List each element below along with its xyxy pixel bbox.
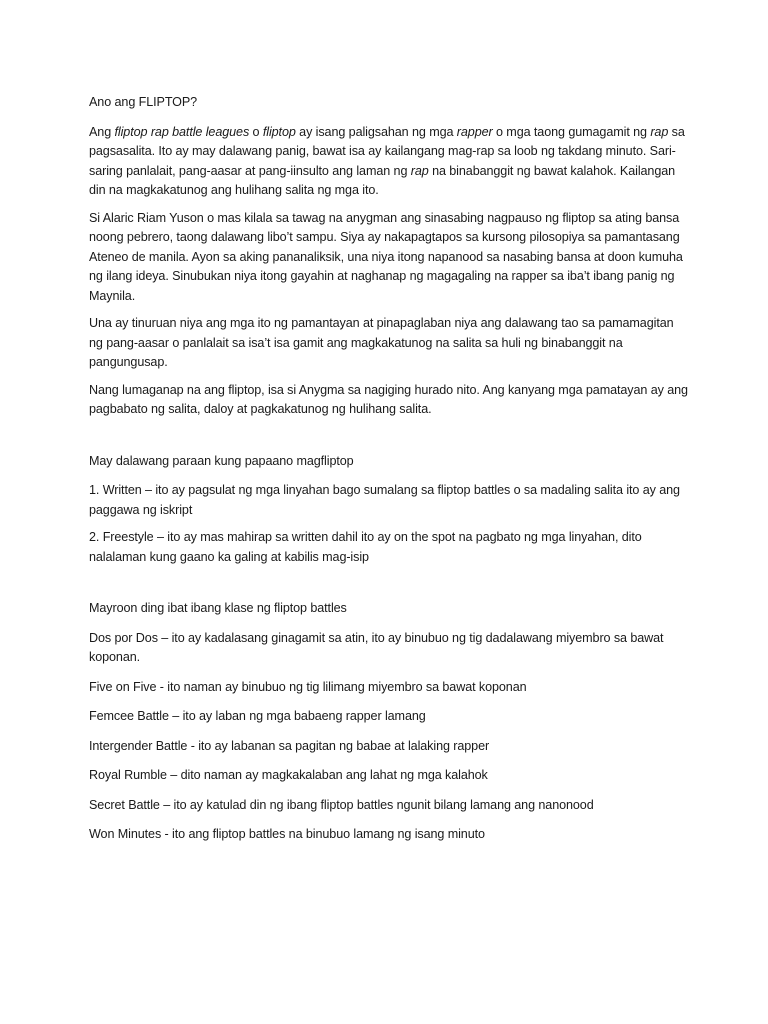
italic-run: rap [410, 163, 429, 178]
italic-run: fliptop rap battle leagues [114, 124, 250, 139]
paragraph-judging: Nang lumaganap na ang fliptop, isa si Anygma sa nagiging hurado nito. Ang kanyang mga pamatayan ay ang pagbabato ng salita, daloy at pagkakatunog ng hulihang salita. [89, 382, 688, 416]
list-item-method-freestyle: 2. Freestyle – ito ay mas mahirap sa written dahil ito ay on the spot na pagbato ng mga linyahan, dito nalalaman kung gaano ka galing at kabilis mag-isip [89, 530, 642, 564]
text-run: o [249, 124, 263, 139]
heading-battle-types: Mayroon ding ibat ibang klase ng fliptop battles [89, 601, 347, 615]
text-run: o mga taong gumagamit ng [492, 124, 651, 139]
list-item-five-on-five: Five on Five - ito naman ay binubuo ng tig lilimang miyembro sa bawat koponan [89, 679, 527, 694]
list-item-femcee-battle: Femcee Battle – ito ay laban ng mga babaeng rapper lamang [89, 709, 426, 723]
text-run: ay isang paligsahan ng mga [295, 124, 457, 139]
list-item-dos-por-dos: Dos por Dos – ito ay kadalasang ginagamit sa atin, ito ay binubuo ng tig dadalawang miyembro sa bawat koponan. [89, 630, 664, 664]
list-item-intergender-battle: Intergender Battle - ito ay labanan sa pagitan ng babae at lalaking rapper [89, 738, 490, 753]
paragraph-rules: Una ay tinuruan niya ang mga ito ng pamantayan at pinapaglaban niya ang dalawang tao sa pamamagitan ng pang-aasar o panlalait sa isa’t isa gamit ang magkakatunog na salita sa huli ng binabanggit na pangungusap. [89, 316, 674, 369]
paragraph-definition [89, 123, 689, 201]
document-page [89, 93, 689, 855]
heading-methods: May dalawang paraan kung papaano magfliptop [89, 453, 354, 468]
list-item-won-minutes: Won Minutes - ito ang fliptop battles na binubuo lamang ng isang minuto [89, 827, 485, 841]
text-run: Ang [89, 124, 115, 139]
text-run: na binabanggit ng bawat kalahok. Kailangan din na magkakatunog ang hulihang salita ng mga ito. [89, 163, 676, 197]
list-item-method-written: 1. Written – ito ay pagsulat ng mga linyahan bago sumalang sa fliptop battles o sa madaling salita ito ay ang paggawa ng iskript [89, 483, 680, 517]
italic-run: rap [650, 124, 669, 139]
italic-run: fliptop [262, 124, 296, 139]
text-run: sa pagsasalita. Ito ay may dalawang panig, bawat isa ay kailangang mag-rap sa loob ng takdang minuto. Sari-saring panlalait, pang-aasar at pang-iinsulto ang laman ng [89, 124, 685, 178]
heading-ano-ang-fliptop: Ano ang FLIPTOP? [89, 95, 198, 109]
list-item-secret-battle: Secret Battle – ito ay katulad din ng ibang fliptop battles ngunit bilang lamang ang nanonood [89, 797, 594, 812]
paragraph-history: Si Alaric Riam Yuson o mas kilala sa tawag na anygman ang sinasabing nagpauso ng fliptop sa ating bansa noong pebrero, taong dalawang libo’t sampu. Siya ay nakapagtapos sa kursong pilosopiya sa pamantasang Ateneo de manila. Ayon sa aking pananaliksik, una niya itong napanood sa nasabing bansa at doon kumuha ng ilang ideya. Sinubukan niya itong gayahin at naghanap ng magagaling na rapper sa iba’t ibang panig ng Maynila. [89, 210, 683, 303]
list-item-royal-rumble: Royal Rumble – dito naman ay magkakalaban ang lahat ng mga kalahok [89, 768, 488, 782]
italic-run: rapper [456, 124, 493, 139]
